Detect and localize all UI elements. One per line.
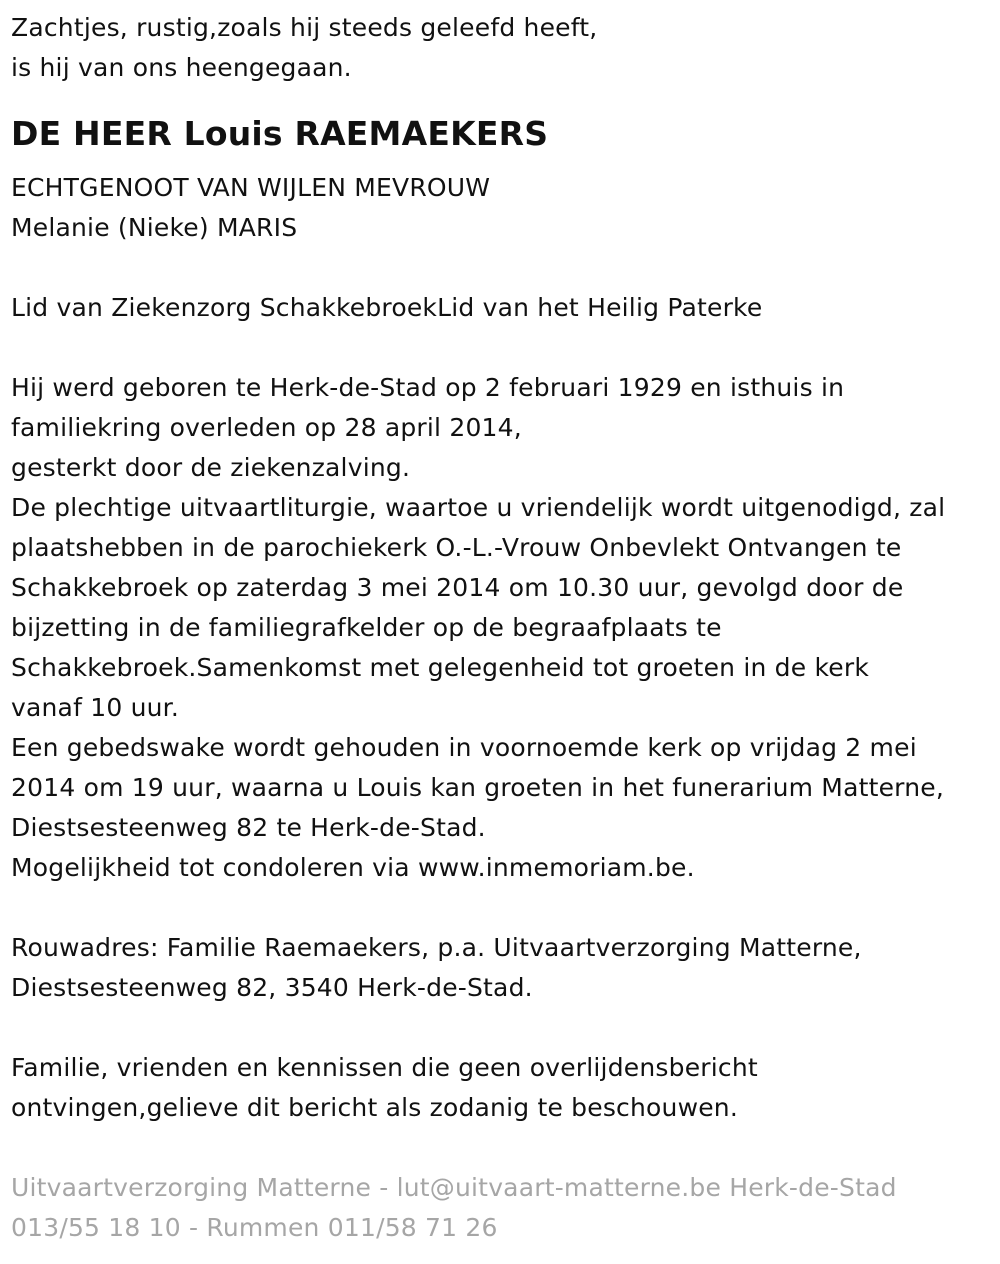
spouse-line: Melanie (Nieke) MARIS	[11, 213, 298, 242]
address-line: Diestsesteenweg 82, 3540 Herk-de-Stad.	[11, 973, 533, 1002]
body-text	[11, 368, 990, 888]
mourning-address	[11, 928, 990, 1008]
address-line: Rouwadres: Familie Raemaekers, p.a. Uitvaartverzorging Matterne,	[11, 933, 862, 962]
spouse-line: ECHTGENOOT VAN WIJLEN MEVROUW	[11, 173, 491, 202]
intro-text	[11, 8, 990, 88]
body-line: Diestsesteenweg 82 te Herk-de-Stad.	[11, 813, 486, 842]
body-line: De plechtige uitvaartliturgie, waartoe u vriendelijk wordt uitgenodigd, zal	[11, 493, 946, 522]
body-line: 2014 om 19 uur, waarna u Louis kan groeten in het funerarium Matterne,	[11, 773, 944, 802]
footer-line: Uitvaartverzorging Matterne - lut@uitvaart-matterne.be Herk-de-Stad	[11, 1173, 897, 1202]
notice-line: Familie, vrienden en kennissen die geen overlijdensbericht	[11, 1053, 758, 1082]
body-line: Schakkebroek op zaterdag 3 mei 2014 om 10.30 uur, gevolgd door de	[11, 573, 904, 602]
spacer	[11, 328, 990, 368]
memberships: Lid van Ziekenzorg SchakkebroekLid van het Heilig Paterke	[11, 293, 763, 322]
body-line: bijzetting in de familiegrafkelder op de begraafplaats te	[11, 613, 722, 642]
funeral-home-footer	[11, 1168, 990, 1248]
body-line: vanaf 10 uur.	[11, 693, 180, 722]
body-line: Een gebedswake wordt gehouden in voornoemde kerk op vrijdag 2 mei	[11, 733, 917, 762]
intro-line: is hij van ons heengegaan.	[11, 53, 352, 82]
body-line: Hij werd geboren te Herk-de-Stad op 2 februari 1929 en isthuis in	[11, 373, 845, 402]
footer-line: 013/55 18 10 - Rummen 011/58 71 26	[11, 1213, 498, 1242]
body-line: gesterkt door de ziekenzalving.	[11, 453, 411, 482]
intro-line: Zachtjes, rustig,zoals hij steeds geleefd heeft,	[11, 13, 598, 42]
notice-line: ontvingen,gelieve dit bericht als zodanig te beschouwen.	[11, 1093, 738, 1122]
spacer	[11, 1008, 990, 1048]
body-line: plaatshebben in de parochiekerk O.-L.-Vrouw Onbevlekt Ontvangen te	[11, 533, 902, 562]
body-line: familiekring overleden op 28 april 2014,	[11, 413, 522, 442]
notice-text	[11, 1048, 990, 1128]
spacer	[11, 248, 990, 288]
spacer	[11, 1128, 990, 1168]
body-line: Mogelijkheid tot condoleren via www.inmemoriam.be.	[11, 853, 695, 882]
body-line: Schakkebroek.Samenkomst met gelegenheid tot groeten in de kerk	[11, 653, 869, 682]
spacer	[11, 888, 990, 928]
deceased-name: DE HEER Louis RAEMAEKERS	[11, 114, 549, 153]
spouse-info	[11, 168, 990, 248]
